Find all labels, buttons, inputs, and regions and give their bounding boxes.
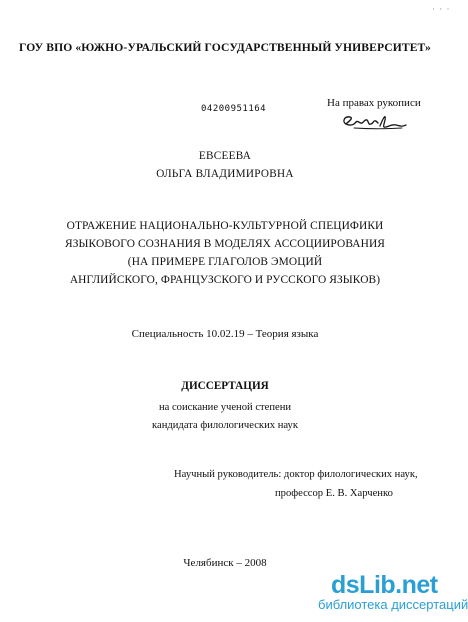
advisor-line: профессор Е. В. Харченко — [275, 488, 393, 499]
watermark-logo — [331, 571, 438, 600]
corner-mark: · · · — [432, 4, 451, 14]
rights-note: На правах рукописи — [327, 97, 421, 109]
thesis-title-line: ОТРАЖЕНИЕ НАЦИОНАЛЬНО-КУЛЬТУРНОЙ СПЕЦИФИКИ — [66, 220, 384, 232]
degree-line: на соискание ученой степени — [158, 402, 292, 413]
thesis-title-line: АНГЛИЙСКОГО, ФРАНЦУЗСКОГО И РУССКОГО ЯЗЫКОВ) — [69, 274, 381, 286]
specialty: Специальность 10.02.19 – Теория языка — [131, 328, 319, 340]
watermark-logo-main: dsLib — [331, 571, 396, 599]
author-surname: ЕВСЕЕВА — [198, 150, 252, 162]
advisor-line: Научный руководитель: доктор филологических наук, — [174, 469, 418, 480]
watermark-subtitle: библиотека диссертаций — [318, 597, 468, 612]
handwritten-signature — [340, 110, 410, 132]
registration-number: 04200951164 — [201, 104, 267, 114]
university-heading: ГОУ ВПО «ЮЖНО-УРАЛЬСКИЙ ГОСУДАРСТВЕННЫЙ УНИВЕРСИТЕТ» — [19, 41, 431, 54]
city-year: Челябинск – 2008 — [183, 557, 267, 569]
dissertation-type: ДИССЕРТАЦИЯ — [181, 380, 269, 392]
watermark-logo-suffix: .net — [395, 571, 438, 599]
thesis-title-line: (НА ПРИМЕРЕ ГЛАГОЛОВ ЭМОЦИЙ — [127, 256, 323, 268]
thesis-title-line: ЯЗЫКОВОГО СОЗНАНИЯ В МОДЕЛЯХ АССОЦИИРОВАНИЯ — [65, 238, 385, 250]
degree-line: кандидата филологических наук — [152, 420, 298, 431]
author-name: ОЛЬГА ВЛАДИМИРОВНА — [156, 168, 294, 180]
